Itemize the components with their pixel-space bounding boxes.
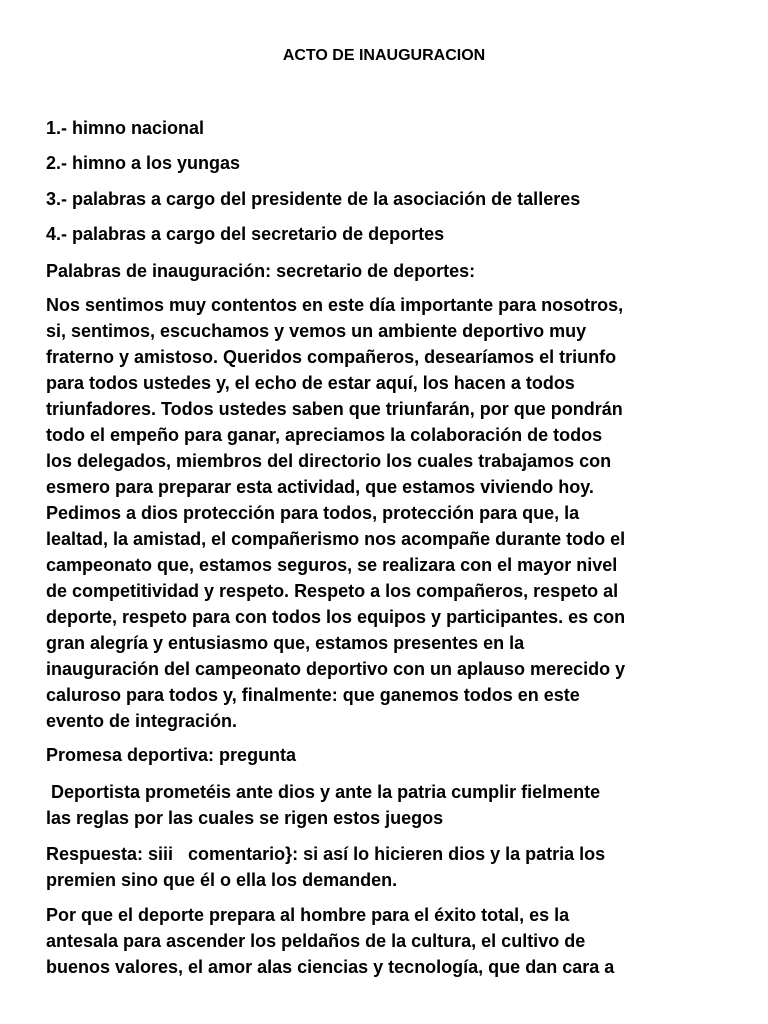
closing-line: Por que el deporte prepara al hombre para el éxito total, es la	[46, 905, 570, 925]
program-item-3: 3.- palabras a cargo del presidente de la asociación de talleres	[46, 189, 581, 209]
speech-line: para todos ustedes y, el echo de estar aquí, los hacen a todos	[46, 373, 575, 393]
closing-paragraph	[46, 902, 736, 980]
promise-answer	[46, 841, 736, 893]
speech-line: Pedimos a dios protección para todos, protección para que, la	[46, 503, 580, 523]
speech-line: gran alegría y entusiasmo que, estamos presentes en la	[46, 633, 525, 653]
speech-line: si, sentimos, escuchamos y vemos un ambiente deportivo muy	[46, 321, 587, 341]
closing-line: buenos valores, el amor alas ciencias y tecnología, que dan cara a	[46, 957, 615, 977]
promise-line: Deportista prometéis ante dios y ante la patria cumplir fielmente	[46, 782, 601, 802]
program-item-2: 2.- himno a los yungas	[46, 153, 241, 173]
program-item-1: 1.- himno nacional	[46, 118, 205, 138]
document-title: ACTO DE INAUGURACION	[282, 47, 486, 64]
speech-line: inauguración del campeonato deportivo con un aplauso merecido y	[46, 659, 626, 679]
promise-heading: Promesa deportiva: pregunta	[46, 745, 297, 765]
speech-line: caluroso para todos y, finalmente: que ganemos todos en este	[46, 685, 580, 705]
speech-line: de competitividad y respeto. Respeto a los compañeros, respeto al	[46, 581, 619, 601]
speech-line: triunfadores. Todos ustedes saben que triunfarán, por que pondrán	[46, 399, 623, 419]
answer-line: Respuesta: siii comentario}: si así lo hicieren dios y la patria los	[46, 844, 606, 864]
promise-question	[46, 779, 736, 831]
answer-line: premien sino que él o ella los demanden.	[46, 870, 398, 890]
promise-line: las reglas por las cuales se rigen estos juegos	[46, 808, 444, 828]
speech-line: los delegados, miembros del directorio los cuales trabajamos con	[46, 451, 612, 471]
speech-line: fraterno y amistoso. Queridos compañeros, desearíamos el triunfo	[46, 347, 617, 367]
speech-line: deporte, respeto para con todos los equipos y participantes. es con	[46, 607, 626, 627]
program-item-4: 4.- palabras a cargo del secretario de deportes	[46, 224, 445, 244]
speech-line: campeonato que, estamos seguros, se realizara con el mayor nivel	[46, 555, 618, 575]
speech-line: lealtad, la amistad, el compañerismo nos acompañe durante todo el	[46, 529, 626, 549]
speech-line: todo el empeño para ganar, apreciamos la colaboración de todos	[46, 425, 603, 445]
speech-paragraph	[46, 292, 736, 734]
inauguration-heading: Palabras de inauguración: secretario de deportes:	[46, 261, 476, 281]
closing-line: antesala para ascender los peldaños de la cultura, el cultivo de	[46, 931, 586, 951]
speech-line: evento de integración.	[46, 711, 238, 731]
document-page	[46, 0, 736, 1024]
speech-line: esmero para preparar esta actividad, que estamos viviendo hoy.	[46, 477, 594, 497]
speech-line: Nos sentimos muy contentos en este día importante para nosotros,	[46, 295, 624, 315]
